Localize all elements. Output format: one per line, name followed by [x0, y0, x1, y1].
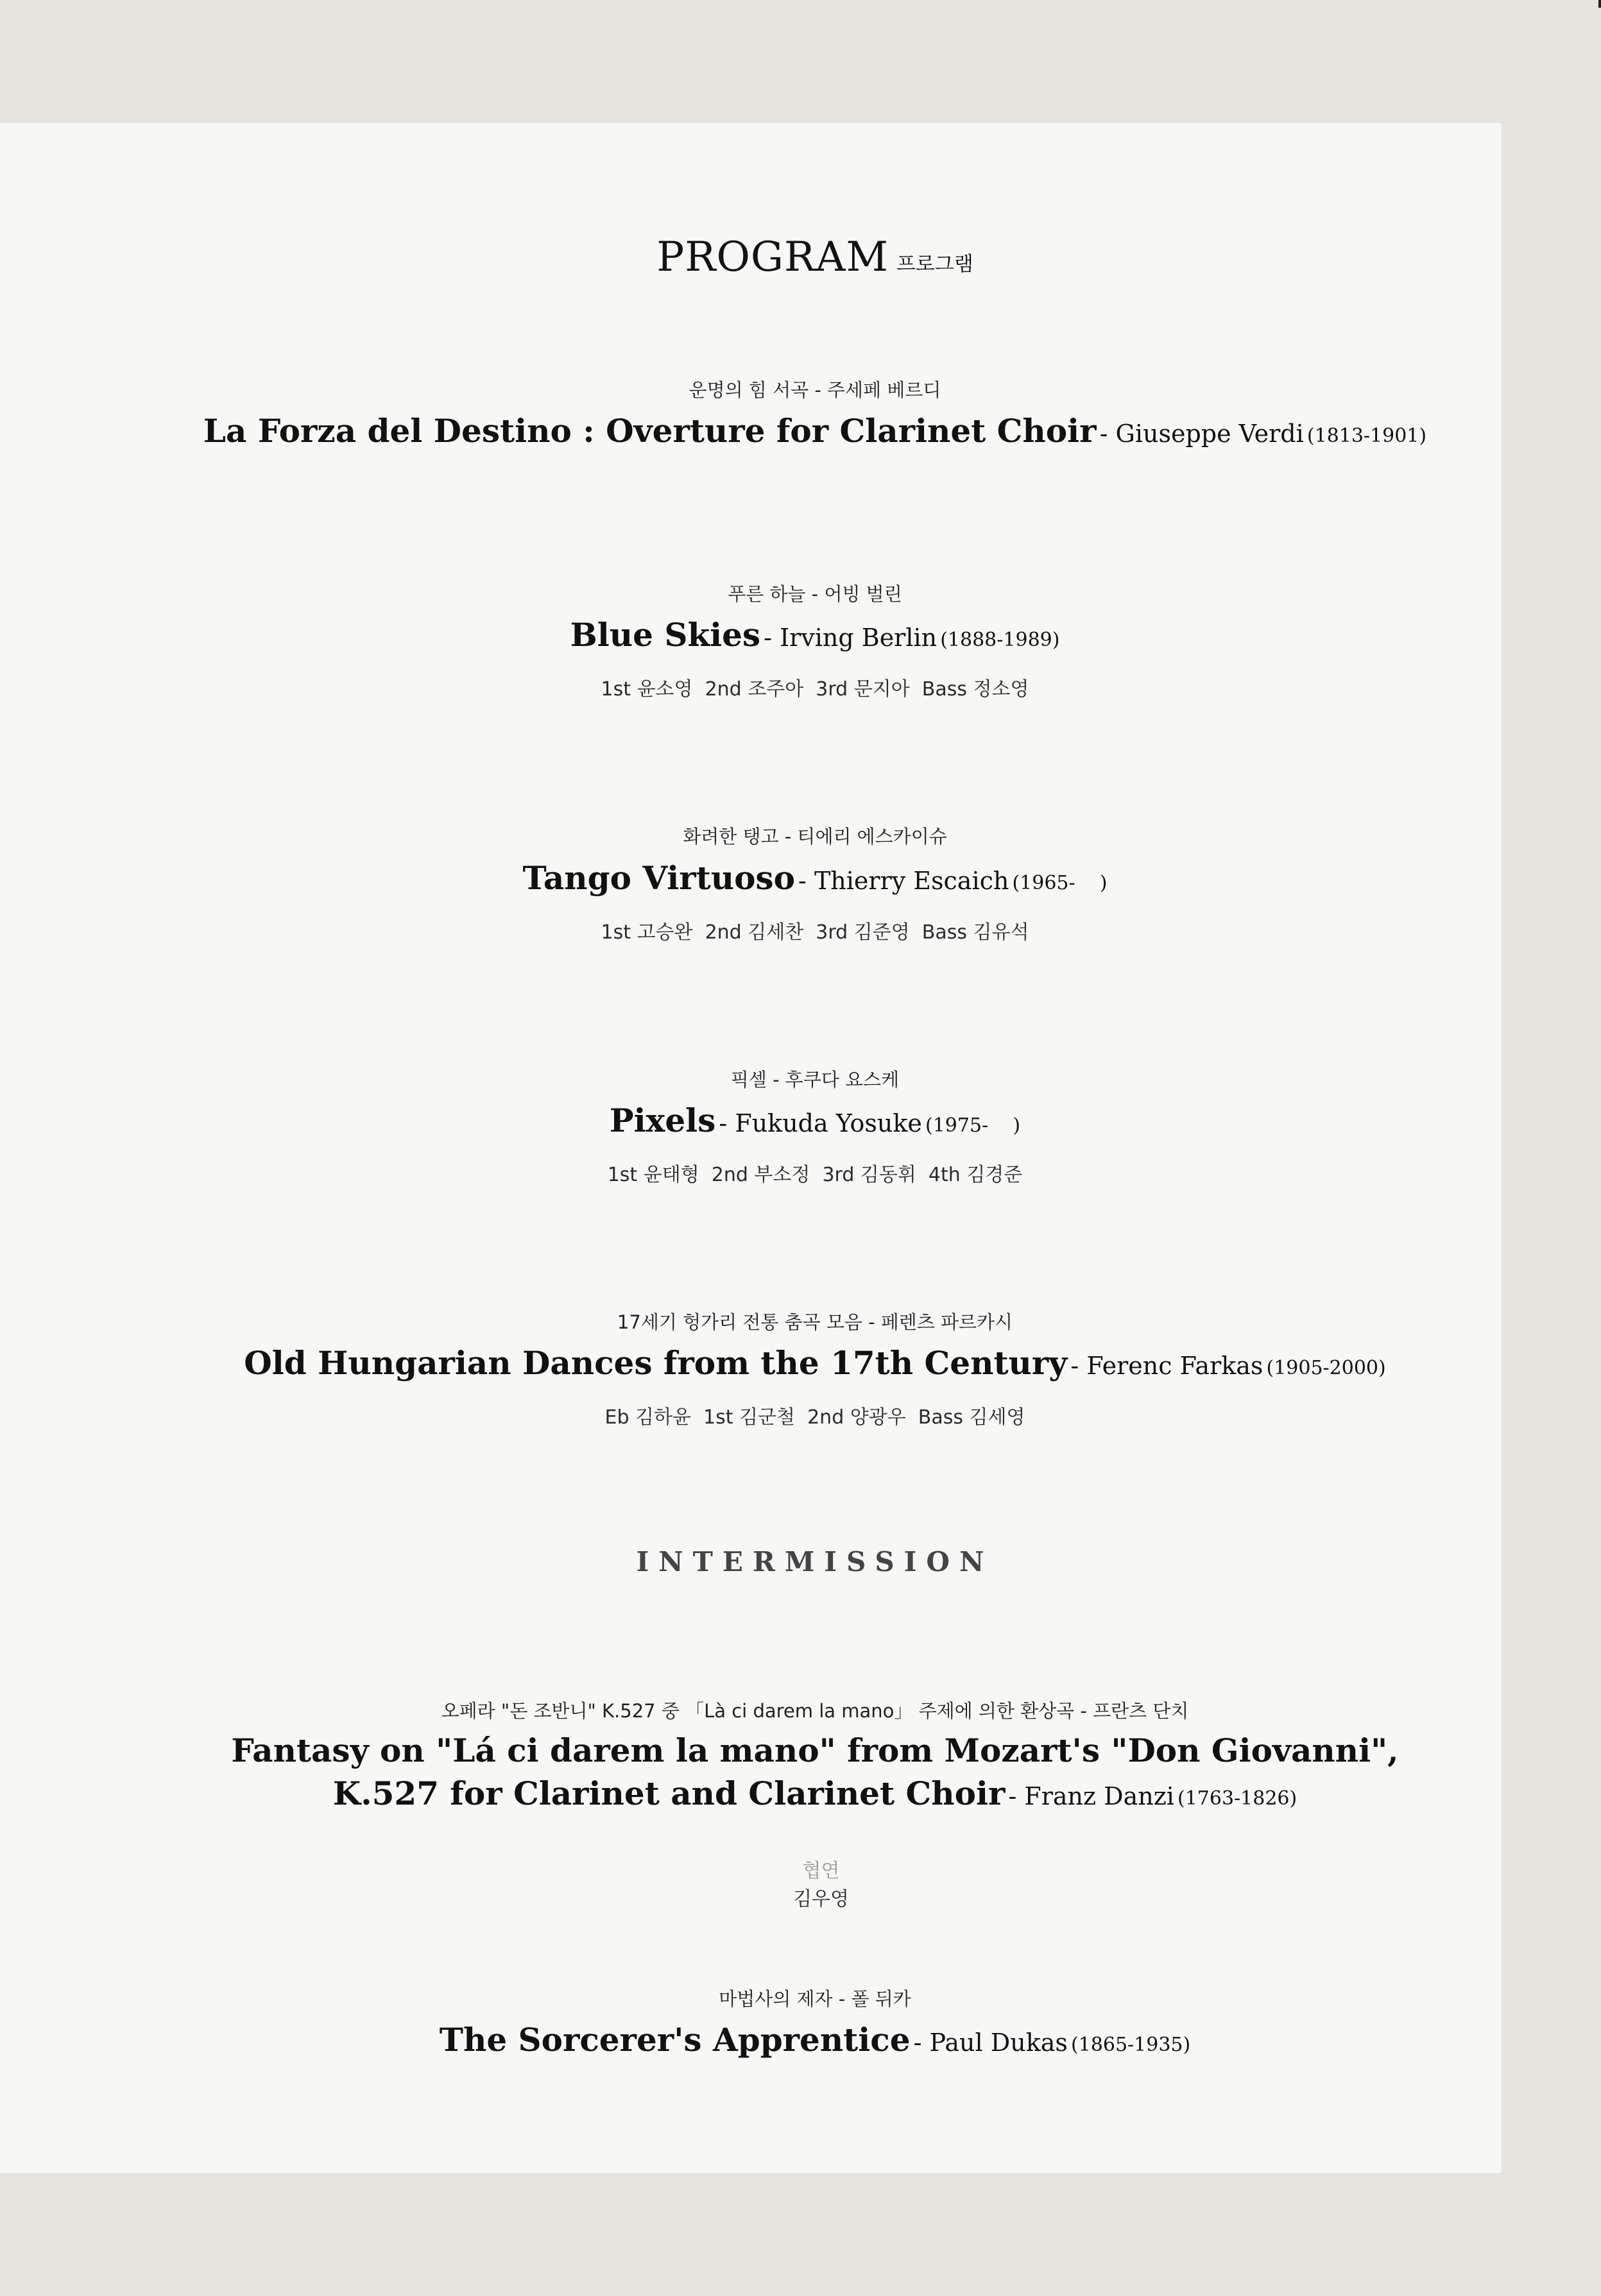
work-line — [0, 1774, 1601, 1812]
korean-title: 17세기 헝가리 전통 춤곡 모음 - 페렌츠 파르카시 — [617, 1311, 1013, 1333]
work-line — [0, 1101, 1601, 1139]
composer: - Giuseppe Verdi — [1099, 420, 1304, 448]
soloist — [0, 1832, 1601, 1911]
work-title: La Forza del Destino : Overture for Clarinet Choir — [203, 412, 1097, 450]
composer: - Ferenc Farkas — [1070, 1352, 1263, 1380]
edge-mark — [1598, 0, 1601, 8]
work-line — [0, 616, 1601, 654]
composer-years: (1905-2000) — [1266, 1357, 1386, 1379]
players: 1st 윤태형 2nd 부소정 3rd 김동휘 4th 김경준 — [607, 1164, 1023, 1186]
composer-years: (1965- ) — [1012, 872, 1108, 894]
composer: - Irving Berlin — [764, 624, 937, 652]
work-line — [0, 2021, 1601, 2059]
composer: - Franz Danzi — [1008, 1782, 1174, 1810]
collab-name: 김우영 — [793, 1888, 850, 1910]
korean-title: 오페라 "돈 조반니" K.527 중 「Là ci darem la mano」 주제에 의한 환상곡 - 프란츠 단치 — [441, 1700, 1189, 1722]
work-title: Blue Skies — [570, 616, 761, 654]
players: 1st 고승완 2nd 김세찬 3rd 김준영 Bass 김유석 — [601, 921, 1029, 944]
work-line — [0, 1731, 1601, 1769]
work-line — [0, 412, 1601, 450]
composer-years: (1865-1935) — [1070, 2034, 1191, 2056]
composer-years: (1763-1826) — [1177, 1787, 1297, 1810]
intermission: INTERMISSION — [636, 1546, 994, 1577]
korean-title: 푸른 하늘 - 어빙 벌린 — [728, 583, 902, 605]
korean-title: 마법사의 제자 - 폴 뒤카 — [719, 1988, 911, 2010]
work-title: The Sorcerer's Apprentice — [439, 2021, 911, 2059]
korean-title: 화려한 탱고 - 티에리 에스카이슈 — [683, 826, 947, 847]
work-title: Tango Virtuoso — [522, 859, 795, 897]
composer-years: (1888-1989) — [940, 629, 1060, 651]
korean-title: 운명의 힘 서곡 - 주세페 베르디 — [689, 379, 941, 401]
composer: - Thierry Escaich — [798, 867, 1009, 895]
players: Eb 김하윤 1st 김군철 2nd 양광우 Bass 김세영 — [604, 1406, 1025, 1429]
work-title: Pixels — [609, 1101, 716, 1139]
work-line — [0, 1344, 1601, 1382]
work-line — [0, 859, 1601, 897]
composer-years: (1975- ) — [925, 1114, 1021, 1137]
composer: - Fukuda Yosuke — [719, 1109, 922, 1137]
composer-years: (1813-1901) — [1306, 425, 1427, 447]
korean-title: 픽셀 - 후쿠다 요스케 — [730, 1069, 900, 1091]
composer: - Paul Dukas — [913, 2028, 1068, 2057]
title-main: PROGRAM — [656, 234, 889, 281]
players: 1st 윤소영 2nd 조주아 3rd 문지아 Bass 정소영 — [601, 678, 1029, 701]
title-korean: 프로그램 — [896, 253, 973, 276]
collab-label: 협연 — [802, 1860, 840, 1882]
work-title: K.527 for Clarinet and Clarinet Choir — [332, 1774, 1006, 1812]
work-title: Fantasy on "Lá ci darem la mano" from Mozart's "Don Giovanni", — [231, 1731, 1399, 1769]
work-title: Old Hungarian Dances from the 17th Century — [244, 1344, 1068, 1382]
page-title — [0, 234, 1601, 281]
